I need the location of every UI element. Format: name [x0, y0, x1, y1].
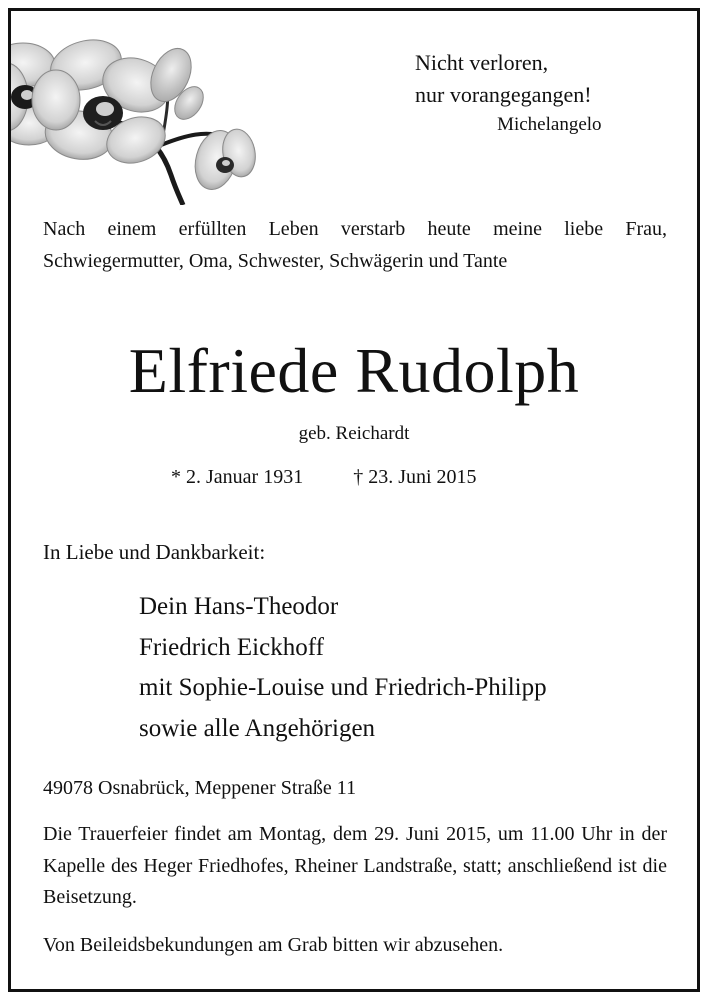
life-dates — [171, 463, 477, 491]
thanks-line: In Liebe und Dankbarkeit: — [43, 540, 266, 564]
condolence-request: Von Beileidsbekundungen am Grab bitten wir abzusehen. — [43, 934, 504, 956]
maiden-name: geb. Reichardt — [298, 423, 410, 444]
mourners-list — [139, 587, 547, 749]
orchid-icon — [11, 25, 261, 205]
mourner-line: mit Sophie-Louise und Friedrich-Philipp — [139, 674, 547, 701]
family-address: 49078 Osnabrück, Meppener Straße 11 — [43, 777, 357, 799]
intro-text: Nach einem erfüllten Leben verstarb heute meine liebe Frau, Schwiegermutter, Oma, Schwester, Schwägerin und Tante — [43, 218, 667, 272]
mourner-line: Friedrich Eickhoff — [139, 633, 324, 661]
death-date: † 23. Juni 2015 — [353, 466, 477, 488]
mourner-line: sowie alle Angehörigen — [139, 714, 376, 742]
quote-author: Michelangelo — [497, 114, 602, 135]
obituary-notice — [8, 8, 700, 992]
quote-line-2: nur vorangegangen! — [415, 82, 592, 107]
ceremony-details: Die Trauerfeier findet am Montag, dem 29. Juni 2015, um 11.00 Uhr in der Kapelle des Heger Friedhofes, Rheiner Landstraße, statt; anschließend ist die Beisetzung. — [43, 823, 667, 908]
quote-line-1: Nicht verloren, — [415, 50, 549, 75]
epigraph-quote — [415, 47, 602, 139]
birth-date: * 2. Januar 1931 — [171, 466, 304, 488]
mourner-line: Dein Hans-Theodor — [139, 593, 339, 620]
deceased-name: Elfriede Rudolph — [128, 335, 580, 406]
